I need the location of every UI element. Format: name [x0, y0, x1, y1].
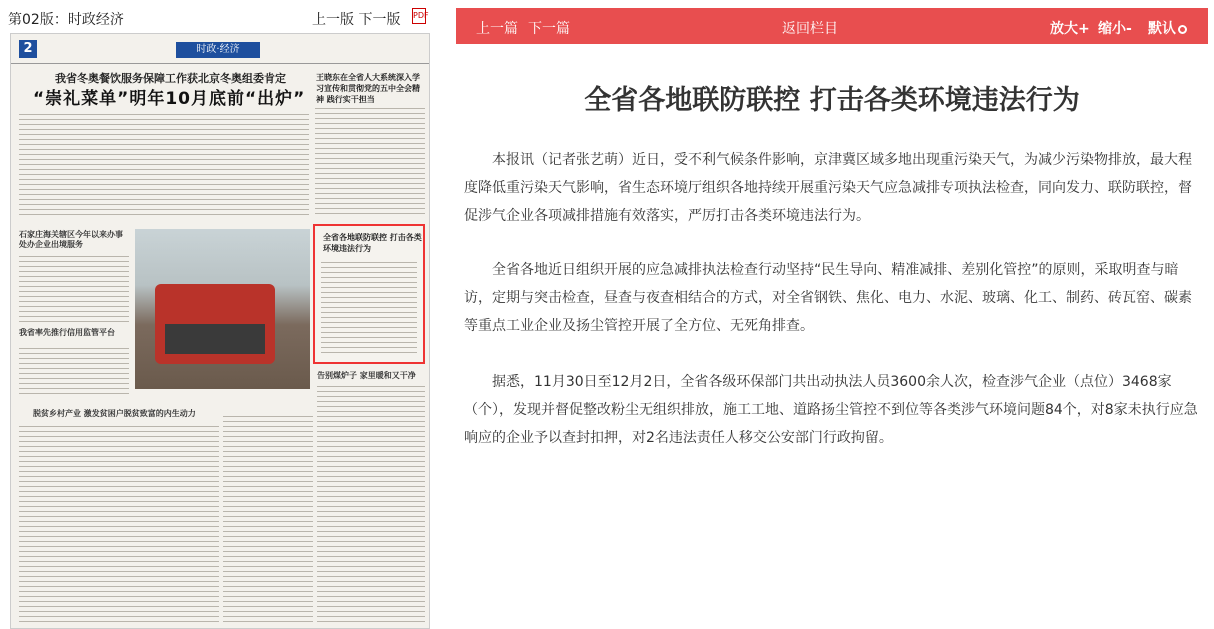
article-panel	[456, 0, 1214, 629]
paper-masthead	[11, 34, 430, 64]
highlighted-article-box[interactable]	[313, 224, 425, 364]
article-paragraph-3: 据悉，11月30日至12月2日，全省各级环保部门共出动执法人员3600余人次，检查涉气企业（点位）3468家（个），发现并督促整改粉尘无组织排放，施工工地、道路扬尘管控不到位等各类涉气环境问题84个，对8家未执行应急响应的企业予以查封扣押，对2名违法责任人移交公安部门行政拘留。	[464, 374, 1198, 446]
text-block	[317, 384, 425, 624]
newspaper-preview-panel	[0, 0, 440, 629]
article-paragraph-2: 全省各地近日组织开展的应急减排执法检查行动坚持“民生导向、精准减排、差别化管控”的原则，采取明查与暗访，定期与突击检查，昼查与夜查相结合的方式，对全省钢铁、焦化、电力、水泥、玻璃、化工、制药、砖瓦窑、碳素等重点工业企业及扬尘管控开展了全方位、无死角排查。	[464, 262, 1192, 334]
text-block	[223, 414, 313, 624]
text-block	[19, 346, 129, 396]
paper-page-number: 2	[19, 40, 37, 58]
text-block	[315, 106, 425, 218]
pdf-icon[interactable]: PDF	[412, 8, 426, 24]
paper-headline-top: 我省冬奥餐饮服务保障工作获北京冬奥组委肯定	[55, 72, 286, 85]
article-toolbar	[456, 8, 1208, 44]
paper-sect-2: 我省率先推行信用监管平台	[19, 328, 115, 337]
article-paragraph-1: 本报讯（记者张艺萌）近日，受不利气候条件影响，京津冀区域多地出现重污染天气，为减少污染物排放，最大程度降低重污染天气影响，省生态环境厅组织各地持续开展重污染天气应急减排专项执法检查，同向发力、联防联控，督促涉气企业各项减排措施有效落实，严厉打击各类环境违法行为。	[464, 152, 1192, 224]
default-size-button[interactable]	[1148, 18, 1187, 38]
paper-headline-main: “崇礼菜单”明年10月底前“出炉”	[33, 89, 306, 109]
article-title: 全省各地联防联控 打击各类环境违法行为	[584, 85, 1080, 116]
text-block	[19, 112, 309, 217]
page-header	[0, 0, 440, 34]
page-nav	[312, 9, 400, 29]
reset-icon	[1178, 25, 1187, 34]
paper-sect-4: 告别煤炉子 家里暖和又干净	[317, 371, 416, 380]
paper-sect-1: 石家庄海关辖区今年以来办事处办企业出境服务	[19, 230, 123, 249]
prev-article-link[interactable]: 上一篇	[476, 21, 518, 37]
page-label: 第02版：时政经济	[8, 12, 124, 28]
next-article-link[interactable]: 下一篇	[528, 21, 570, 37]
next-page-link[interactable]: 下一版	[358, 12, 401, 28]
prev-page-link[interactable]: 上一版	[312, 12, 354, 28]
paper-right-title: 王晓东在全省人大系统深入学习宣传和贯彻党的五中全会精神 践行实干担当	[316, 73, 420, 104]
text-block	[19, 254, 129, 324]
zoom-out-button[interactable]: 缩小-	[1098, 21, 1132, 37]
default-size-label: 默认	[1148, 21, 1176, 37]
truck-bumper-shape	[165, 324, 265, 354]
text-block	[321, 260, 417, 356]
paper-section-label: 时政·经济	[176, 42, 260, 58]
paper-sect-3: 脱贫乡村产业 激发贫困户脱贫致富的内生动力	[33, 409, 196, 418]
back-to-column-link[interactable]: 返回栏目	[782, 21, 838, 37]
newspaper-page-image[interactable]	[10, 33, 430, 629]
news-photo	[135, 229, 310, 389]
zoom-in-button[interactable]: 放大+	[1050, 21, 1090, 37]
highlighted-article-title: 全省各地联防联控 打击各类环境违法行为	[323, 233, 422, 253]
text-block	[19, 424, 219, 624]
